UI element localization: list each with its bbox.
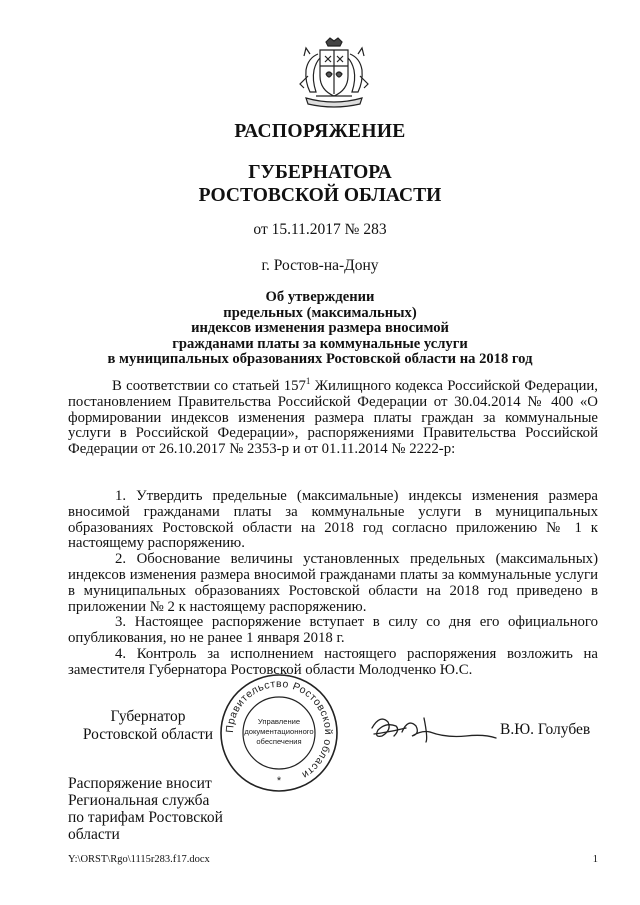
heading-line: Об утверждении xyxy=(265,289,375,305)
page-number: 1 xyxy=(592,854,598,865)
submitted-by-line: по тарифам Ростовской xyxy=(68,809,223,826)
submitted-by-line: области xyxy=(68,826,120,843)
document-type-title: РАСПОРЯЖЕНИЕ xyxy=(234,121,406,142)
signer-name: В.Ю. Голубев xyxy=(500,721,591,738)
city: г. Ростов-на-Дону xyxy=(261,257,379,274)
heading-line: в муниципальных образованиях Ростовской области на 2018 год xyxy=(107,351,533,367)
stamp-inner-line: обеспечения xyxy=(256,737,302,746)
submitted-by-line: Региональная служба xyxy=(68,792,210,809)
handwritten-signature xyxy=(366,708,500,748)
submitted-by-line: Распоряжение вносит xyxy=(68,775,212,792)
coat-of-arms-emblem xyxy=(296,36,372,112)
date-number: от 15.11.2017 № 283 xyxy=(253,221,387,238)
heading-line: гражданами платы за коммунальные услуги xyxy=(172,335,468,352)
preamble-text-rest: Жилищного кодекса Российской Федерации, постановлением Правительства Российской Федерации от 30.04.2014 № 400 «О формировании индексов изменения размера платы граждан за коммунальные услуги в Российской Федерации», распоряжениями Правительства Российской Федерации от 26.10.2017 № 2353-р и от 01.11.2014 № 2222-р: xyxy=(68,378,598,458)
preamble-text-start: В соответствии со статьей 157 xyxy=(112,378,306,394)
issuer-line-1: ГУБЕРНАТОРА xyxy=(248,162,392,183)
resolution-items xyxy=(68,489,598,679)
official-stamp xyxy=(218,672,340,794)
preamble xyxy=(68,376,598,458)
signer-position xyxy=(68,708,228,744)
preamble-paragraph xyxy=(68,376,598,458)
signer-position-line-1: Губернатор xyxy=(110,708,186,725)
issuer-title xyxy=(0,161,640,207)
issuer-line-2: РОСТОВСКОЙ ОБЛАСТИ xyxy=(198,185,442,206)
article-superscript: 1 xyxy=(305,376,311,386)
list-item: 2. Обоснование величины установленных предельных (максимальных) индексов изменения размера вносимой гражданами платы за коммунальные услуги в муниципальных образованиях Ростовской области на 2018 год приведено в приложении № 2 к настоящему распоряжению. xyxy=(68,551,598,615)
list-item: 1. Утвердить предельные (максимальные) индексы изменения размера вносимой гражданами платы за коммунальные услуги в муниципальных образованиях Ростовской области на 2018 год согласно приложению № 1 к настоящему распоряжению. xyxy=(68,488,598,552)
heading-line: предельных (максимальных) xyxy=(223,304,417,321)
document-heading xyxy=(0,290,640,368)
stamp-ring-textpath: Правительство Ростовской области xyxy=(223,677,335,782)
submitted-by xyxy=(68,775,223,843)
list-item: 4. Контроль за исполнением настоящего распоряжения возложить на заместителя Губернатора Ростовской области Молодченко Ю.С. xyxy=(68,645,598,678)
stamp-inner-line: документационного xyxy=(244,727,314,736)
heading-line: индексов изменения размера вносимой xyxy=(191,320,449,336)
stamp-star-mark: * xyxy=(276,775,282,787)
stamp-inner-line: Управление xyxy=(257,717,301,726)
signer-position-line-2: Ростовской области xyxy=(82,726,214,743)
list-item: 3. Настоящее распоряжение вступает в силу со дня его официального опубликования, но не ранее 1 января 2018 г. xyxy=(68,614,598,647)
footer-file-path: Y:\ORST\Rgo\1115r283.f17.docx xyxy=(68,854,210,865)
